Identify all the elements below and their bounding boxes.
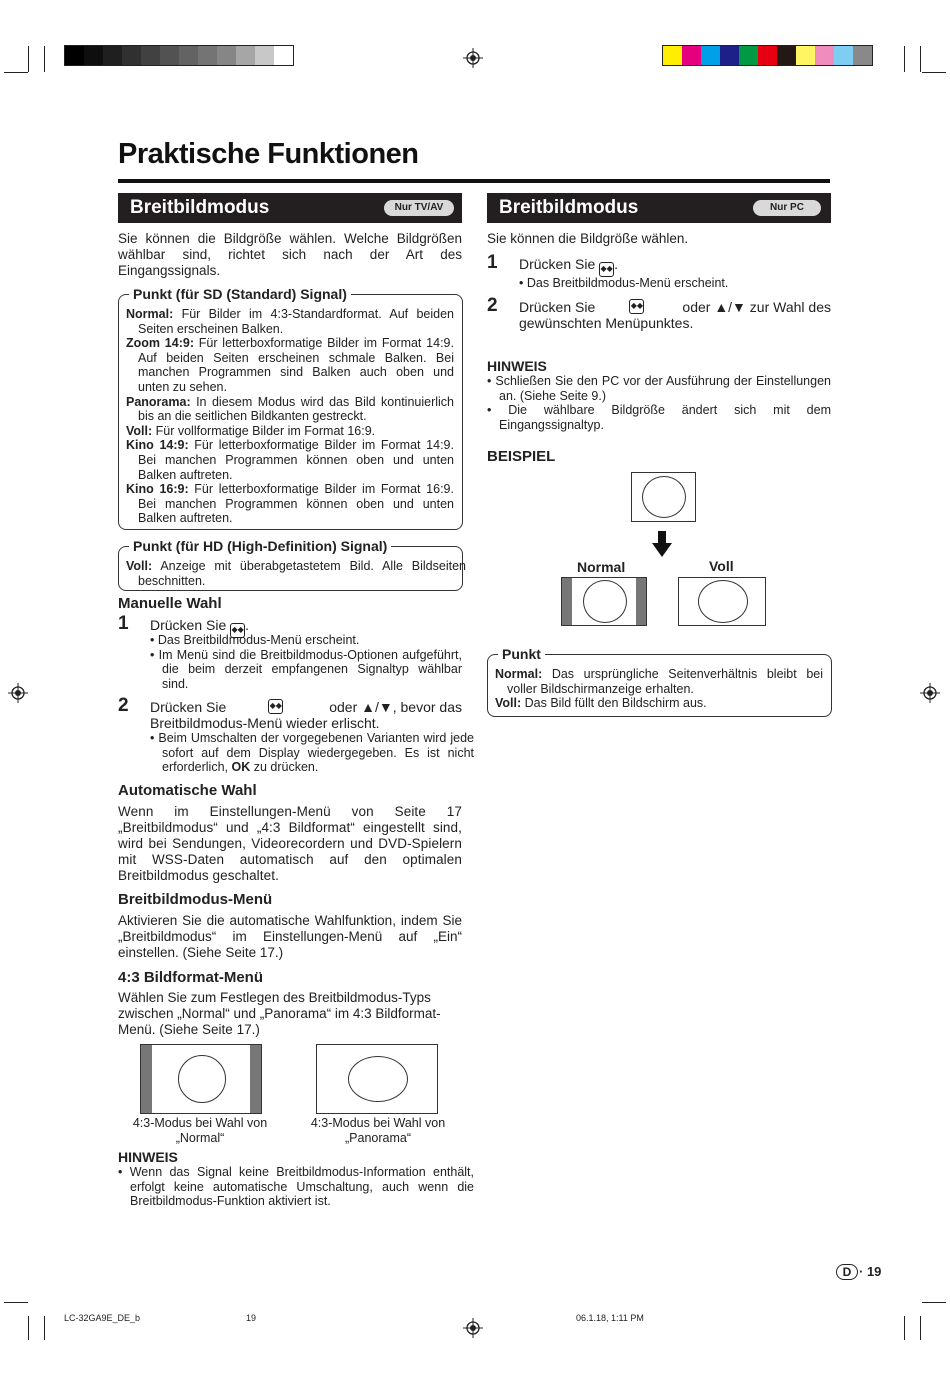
section-header-right (487, 193, 831, 223)
color-patch (274, 46, 293, 65)
crop-mark (44, 46, 45, 72)
step-text-pre: Drücken Sie (519, 299, 596, 315)
definition-item (126, 438, 454, 482)
bullet-text-bold: OK (231, 760, 251, 775)
definition-text: Das ursprüngliche Seitenverhältnis bleibt bei voller Bildschirmanzeige erhalten. (507, 667, 823, 696)
crop-mark (4, 1302, 28, 1303)
punkt-definition-list (495, 667, 823, 711)
color-patch (255, 46, 274, 65)
bullet-text-post: zu drücken. (250, 760, 319, 775)
grayscale-color-bar (64, 45, 294, 66)
note-text: Schließen Sie den PC vor der Ausführung der Einstellungen an. (Siehe Seite 9.) (495, 374, 831, 403)
crop-mark (904, 1316, 905, 1340)
label-normal: Normal (577, 559, 626, 575)
step-text-mid: oder ▲/▼ zur Wahl des (678, 299, 831, 315)
color-patch (65, 46, 84, 65)
screen-illustration-normal (561, 577, 647, 626)
section-header-title: Breitbildmodus (130, 197, 270, 218)
step-number: 2 (118, 695, 129, 716)
step-text-post: . (614, 256, 619, 272)
color-patch (739, 46, 758, 65)
step-text-pre: Drücken Sie (150, 617, 231, 633)
list-item: • Schließen Sie den PC vor der Ausführung der Einstellungen an. (Siehe Seite 9.) (487, 374, 831, 403)
definition-item (126, 307, 454, 336)
color-patch (179, 46, 198, 65)
title-rule (118, 179, 830, 183)
step-text-pre: Drücken Sie (150, 699, 227, 715)
badge-nur-pc: Nur PC (753, 200, 821, 216)
definition-item (495, 667, 823, 696)
color-patch (160, 46, 179, 65)
sd-definition-list (126, 307, 454, 526)
color-patch (720, 46, 739, 65)
wide-mode-button-icon: ◆◆ (599, 262, 614, 277)
step1-bullets (150, 633, 462, 691)
list-item: • Das Breitbildmodus-Menü erscheint. (519, 276, 729, 290)
cmyk-color-bar (662, 45, 873, 66)
list-item: • Die wählbare Bildgröße ändert sich mit dem Eingangssignaltyp. (487, 403, 831, 432)
step-line: gewünschten Menüpunktes. (519, 315, 694, 331)
wide-mode-button-icon: ◆◆ (230, 623, 245, 638)
box-title: Punkt (für SD (Standard) Signal) (129, 285, 351, 303)
step-text (519, 299, 831, 331)
definition-term: Normal: (126, 307, 174, 321)
bullet-text: Das Breitbildmodus-Menü erscheint. (157, 633, 360, 647)
definition-term: Panorama: (126, 394, 191, 409)
definition-text: Das Bild füllt den Bildschirm aus. (521, 696, 707, 711)
color-patch (236, 46, 255, 65)
page-number: · 19 (859, 1264, 882, 1279)
definition-text: Für letterboxformatige Bilder im Format 14:9. Bei manchen Programmen können oben und unten Balken auftreten. (138, 438, 454, 482)
crop-mark (904, 46, 905, 72)
hd-definition (126, 559, 466, 588)
definition-term: Voll: (126, 559, 153, 573)
crop-mark (920, 1316, 921, 1340)
footer-page: 19 (246, 1313, 257, 1323)
list-item: • Das Breitbildmodus-Menü erscheint. (150, 633, 360, 647)
caption-line: „Normal“ (175, 1130, 225, 1145)
circle-picture (583, 580, 627, 623)
color-patch (834, 46, 853, 65)
left-intro: Sie können die Bildgröße wählen. Welche Bildgrößen wählbar sind, richtet sich nach der Art des Eingangssignals. (118, 231, 462, 278)
screen-illustration-voll (678, 577, 766, 626)
menu-text: Aktivieren Sie die automatische Wahlfunktion, indem Sie „Breitbildmodus“ im Einstellungen-Menü auf „Ein“ einstellen. (Siehe Seite 17.) (118, 913, 462, 960)
side-bar-left (562, 578, 572, 625)
screen-illustration-source (631, 472, 696, 522)
right-intro: Sie können die Bildgröße wählen. (487, 231, 689, 246)
bullet-text-pre: Beim Umschalten der vorgegebenen Varianten wird jede sofort auf dem Display wiedergegeben. Es ist nicht erforderlich, (158, 731, 474, 775)
color-patch (122, 46, 141, 65)
color-patch (853, 46, 872, 65)
bullet-text: Das Breitbildmodus-Menü erscheint. (526, 276, 729, 290)
definition-item (126, 424, 454, 439)
definition-text: Für vollformatige Bilder im Format 16:9. (152, 423, 376, 438)
step-text-post: . (245, 617, 250, 633)
heading-breitbildmodus-menue: Breitbildmodus-Menü (118, 891, 273, 908)
wide-mode-button-icon: ◆◆ (629, 299, 644, 314)
definition-text: Für letterboxformatige Bilder im Format 14:9. Auf beiden Seiten erscheinen schmale Balken. Bei manchen Programmen sind Balken auch oben und unten zu sehen. (138, 336, 454, 394)
ellipse-picture (348, 1056, 408, 1102)
crop-mark (44, 1316, 45, 1340)
definition-term: Normal: (495, 667, 543, 681)
step-line (150, 699, 462, 715)
heading-automatische-wahl: Automatische Wahl (118, 782, 257, 799)
color-patch (84, 46, 103, 65)
ellipse-picture (698, 580, 748, 623)
registration-mark-icon (920, 683, 940, 703)
definition-text: Für letterboxformatige Bilder im Format 16:9. Bei manchen Programmen können oben und unten Balken auftreten. (138, 482, 454, 526)
color-patch (663, 46, 682, 65)
format43-text: Wählen Sie zum Festlegen des Breitbildmodus-Typs zwischen „Normal“ und „Panorama“ im 4:3 Bildformat-Menü. (Siehe Seite 17.) (118, 990, 441, 1037)
box-title: Punkt (498, 645, 545, 663)
punkt-box (487, 646, 832, 717)
circle-picture (642, 476, 686, 518)
caption-normal (120, 1116, 280, 1145)
color-patch (758, 46, 777, 65)
note-heading: HINWEIS (118, 1149, 178, 1165)
crop-mark (922, 72, 946, 73)
color-patch (796, 46, 815, 65)
note-list (487, 374, 831, 432)
list-item: • Beim Umschalten der vorgegebenen Varianten wird jede sofort auf dem Display wiedergegeben. Es ist nicht erforderlich, OK zu drücken. (150, 731, 474, 775)
step-line: Breitbildmodus-Menü wieder erlischt. (150, 715, 380, 731)
down-arrow-icon (652, 531, 672, 559)
note-text: Wenn das Signal keine Breitbildmodus-Information enthält, erfolgt keine automatische Umschaltung, auch wenn die Breitbildmodus-Funktion aktiviert ist. (129, 1165, 474, 1209)
badge-nur-tv-av: Nur TV/AV (384, 200, 454, 216)
caption-line: „Panorama“ (345, 1130, 411, 1145)
color-patch (103, 46, 122, 65)
step-line (519, 299, 831, 315)
side-bar-right (636, 578, 646, 625)
wide-mode-button-icon: ◆◆ (268, 699, 283, 714)
list-item: • Wenn das Signal keine Breitbildmodus-Information enthält, erfolgt keine automatische Umschaltung, auch wenn die Breitbildmodus-Funktion aktiviert ist. (118, 1165, 474, 1209)
hd-signal-box (118, 538, 466, 591)
note-heading: HINWEIS (487, 358, 547, 374)
definition-text: Für Bilder im 4:3-Standardformat. Auf beiden Seiten erscheinen Balken. (138, 307, 454, 336)
list-item: • Im Menü sind die Breitbildmodus-Optionen aufgeführt, die beim derzeit empfangenen Signaltyp wählbar sind. (150, 647, 462, 691)
step-number: 1 (487, 252, 498, 273)
auto-text: Wenn im Einstellungen-Menü von Seite 17 „Breitbildmodus“ und „4:3 Bildformat“ eingestellt sind, wird bei Sendungen, Videorecordern und DVD-Spielern mit WSS-Daten automatisch auf den optimalen Breitbildmodus geschaltet. (118, 804, 462, 883)
color-patch (141, 46, 160, 65)
registration-mark-icon (463, 1318, 483, 1338)
heading-4-3-bildformat-menue: 4:3 Bildformat-Menü (118, 969, 264, 986)
definition-text: In diesem Modus wird das Bild kontinuierlich bis an die seitlichen Bildkanten gestreckt. (138, 394, 454, 424)
caption-line: 4:3-Modus bei Wahl von (132, 1116, 268, 1130)
definition-term: Kino 14:9: (126, 438, 189, 453)
crop-mark (28, 46, 29, 72)
page-title: Praktische Funktionen (118, 138, 419, 170)
section-header-left (118, 193, 462, 223)
color-patch (777, 46, 796, 65)
page-badge: D (836, 1264, 858, 1280)
box-title: Punkt (für HD (High-Definition) Signal) (129, 537, 391, 555)
step-number: 1 (118, 613, 129, 634)
side-bar-left (141, 1045, 152, 1113)
step-text-mid: oder ▲/▼, bevor das (325, 699, 462, 715)
definition-term: Voll: (495, 696, 522, 711)
color-patch (682, 46, 701, 65)
bullet-text: Im Menü sind die Breitbildmodus-Optionen aufgeführt, die beim derzeit empfangenen Signaltyp wählbar sind. (158, 647, 462, 691)
screen-illustration-panorama (316, 1044, 438, 1114)
step-number: 2 (487, 295, 498, 316)
definition-term: Kino 16:9: (126, 482, 189, 497)
color-patch (217, 46, 236, 65)
footer-file: LC-32GA9E_DE_b (64, 1313, 141, 1323)
caption-panorama (296, 1116, 460, 1145)
color-patch (198, 46, 217, 65)
definition-term: Zoom 14:9: (126, 336, 194, 351)
note-text: Die wählbare Bildgröße ändert sich mit dem Eingangssignaltyp. (499, 403, 831, 432)
definition-text: Anzeige mit überabgetastetem Bild. Alle Bildseiten beschnitten. (138, 559, 466, 588)
color-patch (815, 46, 834, 65)
sd-signal-box (118, 286, 463, 530)
example-heading: BEISPIEL (487, 448, 556, 465)
registration-mark-icon (463, 48, 483, 68)
step-text (519, 256, 618, 277)
crop-mark (920, 46, 921, 72)
caption-line: 4:3-Modus bei Wahl von (310, 1116, 446, 1130)
definition-item (126, 482, 454, 526)
circle-picture (178, 1055, 226, 1103)
crop-mark (922, 1302, 946, 1303)
footer-date: 06.1.18, 1:11 PM (576, 1313, 644, 1323)
side-bar-right (250, 1045, 261, 1113)
definition-item (126, 395, 454, 424)
definition-item (126, 336, 454, 394)
heading-manuelle-wahl: Manuelle Wahl (118, 595, 222, 612)
crop-mark (28, 1316, 29, 1340)
step-text-pre: Drücken Sie (519, 256, 600, 272)
screen-illustration-normal-43 (140, 1044, 262, 1114)
definition-item (495, 696, 823, 711)
section-header-title: Breitbildmodus (499, 197, 639, 218)
step-text (150, 699, 462, 731)
color-patch (701, 46, 720, 65)
label-voll: Voll (709, 558, 734, 574)
crop-mark (4, 72, 28, 73)
definition-term: Voll: (126, 423, 153, 438)
registration-mark-icon (8, 683, 28, 703)
